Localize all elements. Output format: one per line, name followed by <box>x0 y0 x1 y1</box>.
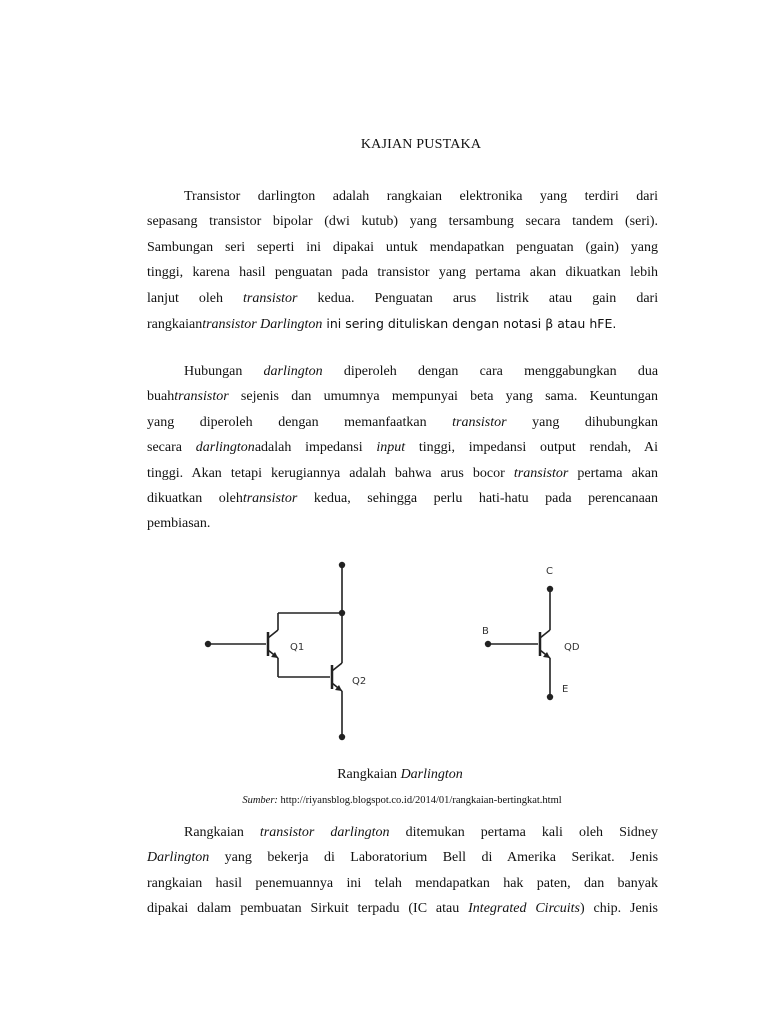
equivalent-transistor-nodes <box>485 586 553 700</box>
text-line: sepasang transistor bipolar (dwi kutub) yang tersambung secara tandem (seri). <box>147 214 659 230</box>
input-terminal <box>205 641 211 647</box>
text-line: rangkaiantransistor Darlington ini sering dituliskan dengan notasi β atau hFE. <box>147 315 617 332</box>
text-line: Hubungan darlington diperoleh dengan cara menggabungkan dua <box>184 364 659 379</box>
text-line: buahtransistor sejenis dan umumnya mempunyai beta yang sama. Keuntungan <box>147 389 659 405</box>
figure-source: Sumber: http://riyansblog.blogspot.co.id/2014/01/rangkaian-bertingkat.html <box>242 795 562 806</box>
darlington-pair-nodes <box>205 562 345 740</box>
qd-label: QD <box>564 642 580 653</box>
text-line: tinggi. Akan tetapi kerugiannya adalah bahwa arus bocor transistor pertama akan <box>147 465 659 481</box>
text-line: dikuatkan olehtransistor kedua, sehingga perlu hati-hatu pada perencanaan <box>147 490 659 506</box>
q1-label: Q1 <box>290 642 305 653</box>
text-line: dipakai dalam pembuatan Sirkuit terpadu (IC atau Integrated Circuits) chip. Jenis <box>147 901 658 917</box>
text-line: rangkaian hasil penemuannya ini telah mendapatkan hak paten, dan banyak <box>147 875 658 891</box>
equivalent-transistor-schematic <box>488 589 550 697</box>
darlington-pair-schematic <box>208 565 342 737</box>
text-line: Sambungan seri seperti ini dipakai untuk mendapatkan penguatan (gain) yang <box>147 239 658 255</box>
text-line: secara darlingtonadalah impedansi input tinggi, impedansi output rendah, Ai <box>147 440 659 456</box>
text-line: tinggi, karena hasil penguatan pada transistor yang pertama akan dikuatkan lebih <box>147 265 658 281</box>
e-terminal <box>547 694 553 700</box>
paragraph-3 <box>147 820 658 922</box>
c-label: C <box>546 566 553 577</box>
text-line: yang diperoleh dengan memanfaatkan transistor yang dihubungkan <box>147 414 659 430</box>
text-line: lanjut oleh transistor kedua. Penguatan arus listrik atau gain dari <box>147 290 659 306</box>
e-label: E <box>562 684 569 695</box>
page-title: KAJIAN PUSTAKA <box>360 137 482 152</box>
base-terminal <box>485 641 491 647</box>
text-line: Rangkaian transistor darlington ditemukan pertama kali oleh Sidney <box>184 825 658 840</box>
b-label: B <box>482 626 489 637</box>
text-line: Darlington yang bekerja di Laboratorium Bell di Amerika Serikat. Jenis <box>147 850 659 866</box>
collector-terminal <box>339 562 345 568</box>
q2-label: Q2 <box>352 676 367 687</box>
c-terminal <box>547 586 553 592</box>
collector-junction <box>339 610 345 616</box>
text-line: pembiasan. <box>147 516 211 532</box>
text-line: Transistor darlington adalah rangkaian elektronika yang terdiri dari <box>184 189 659 204</box>
figure-caption: Rangkaian Darlington <box>337 767 463 782</box>
emitter-terminal <box>339 734 345 740</box>
